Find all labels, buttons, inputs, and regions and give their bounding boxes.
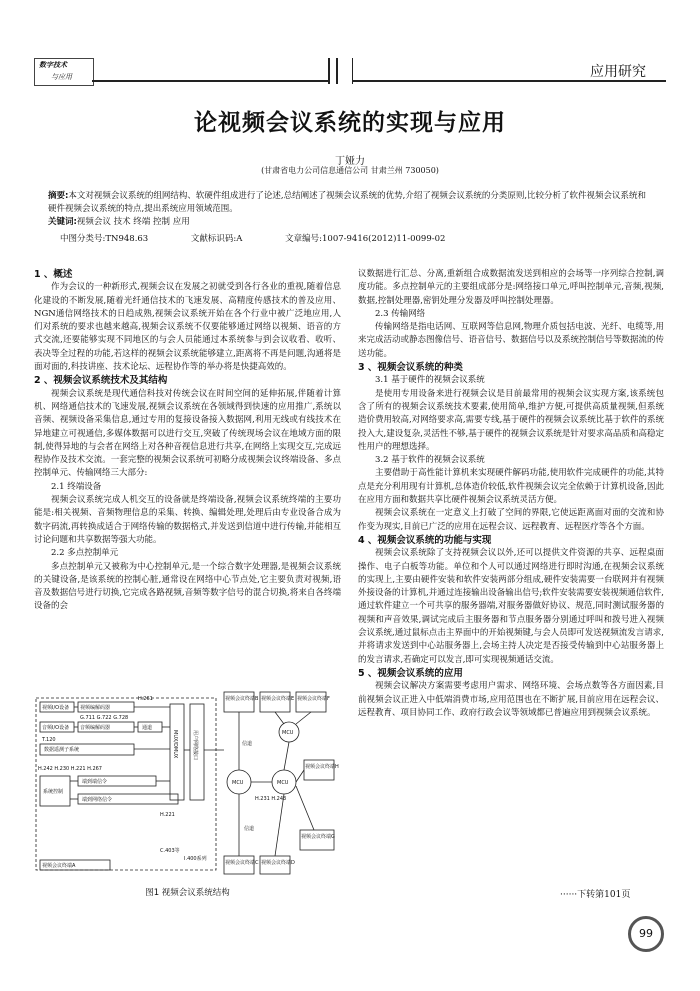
subsection-heading: 3.2 基于软件的视频会议系统	[375, 455, 485, 466]
section-heading: 4 、视频会议系统的功能与实现	[358, 534, 492, 546]
fig-label-terminal-g: 视频会议终端G	[301, 834, 335, 840]
document-code: 文献标识码:A	[190, 234, 243, 244]
section-heading: 2 、视频会议系统技术及其结构	[34, 375, 168, 387]
page-number: 99	[639, 927, 653, 940]
fig-label-t120: T.120	[42, 737, 56, 743]
terminal-outline	[36, 698, 216, 870]
paragraph: 是使用专用设备来进行视频会议是目前最常用的视频会议实现方案,该系统包含了所有的视频会议系统技术要素,使用简单,维护方便,可提供高质量视频,但系统造价费用较高,对网络要求高,需要专线,基于硬件的视频会议系统比基于软件的系统投入大,建设复杂,灵活性不够,基于硬件的视频会议系统是针对要求高品质和高稳定性用户的理想选择。	[358, 388, 664, 452]
journal-name-line1: 数字技术	[39, 60, 67, 69]
fig-label-audio-io: 音频I/O设备	[42, 725, 70, 731]
page-number-badge	[628, 916, 664, 952]
fig-label-end-signal: 端到端信令	[82, 779, 108, 785]
author: 丁娅力	[335, 156, 365, 167]
clc-number: 中图分类号:TN948.63	[60, 234, 149, 244]
abstract	[48, 190, 653, 229]
fig-label-h242: H.242 H.230 H.221 H.267	[38, 766, 102, 772]
affiliation: (甘肃省电力公司信息通信公司 甘肃兰州 730050)	[261, 166, 439, 175]
fig-label-mcu-mid: MCU	[277, 780, 289, 786]
paragraph: 多点控制单元又被称为中心控制单元,是一个综合数字处理器,是视频会议系统的关键设备,是该系统的控制心脏,通常设在网络中心节点处,它主要负责对视频,语音及数据信号进行切换,它完成各路视频,音频等数字信号的混合切换,将来自各终端设备的会	[34, 561, 341, 612]
article-title: 论视频会议系统的实现与应用	[194, 109, 506, 136]
terminal-h-box	[304, 760, 334, 780]
fig-label-h221: H.221	[160, 812, 175, 818]
fig-label-h261: H.261	[138, 696, 153, 702]
fig-label-terminal-c: 视频会议终端C	[225, 860, 259, 866]
subsection-heading: 2.2 多点控制单元	[51, 548, 119, 559]
fig-label-i400: I.400系列	[184, 856, 207, 862]
article-meta	[60, 232, 485, 244]
journal-name-line2: 与应用	[51, 73, 72, 81]
paragraph: 传输网络是指电话网、互联网等信息网,物理介质包括电波、光纤、电缆等,用来完成活动或静态图像信号、语音信号、数据信号以及系统控制信号等数据流的传送功能。	[358, 322, 665, 359]
keywords-label: 关键词:	[48, 217, 77, 227]
paragraph: 视频会议系统完成人机交互的设备就是终端设备,视频会议系统终端的主要功能是:相关视频、音频物理信息的采集、转换、编辑处理,处理后由专业设备合成为数字码流,再转换成适合于网络传输的数据格式,并发送到信道中进行传输,并能相互讨论问题和共享数据等强大功能。	[34, 495, 341, 545]
fig-label-terminal-f: 视频会议终端F	[297, 696, 330, 702]
terminal-g-box	[300, 830, 334, 850]
abstract-text: 本文对视频会议系统的组网结构、软硬件组成进行了论述,总结阐述了视频会议系统的优势,介绍了视频会议系统的分类原则,比较分析了软件视频会议系统和硬件视频会议系统的特点,提出系统应用领域范围。	[48, 191, 647, 214]
abstract-label: 摘要:	[48, 191, 69, 201]
subsection-heading: 2.3 传输网络	[375, 308, 426, 319]
fig-label-user-net: 用户网络接口	[192, 730, 198, 761]
fig-label-channel: 信道	[244, 826, 255, 832]
fig-label-mcu-top: MCU	[282, 730, 294, 736]
fig-label-video-codec: 视频编解码器	[80, 705, 111, 711]
fig-label-net-signal: 端到网络信令	[82, 797, 113, 803]
system-structure-figure	[34, 690, 341, 876]
paragraph: 主要借助于高性能计算机来实现硬件解码功能,使用软件完成硬件的功能,其特点是充分利用现有计算机,总体造价较低,软件视频会议完全依赖于计算机设备,因此在应用方面和数据共享比硬件视频会议系统灵活方便。	[358, 468, 664, 506]
fig-label-audio-codec: 音频编解码器	[80, 725, 111, 731]
subsection-heading: 2.1 终端设备	[51, 481, 102, 492]
terminal-f-box	[296, 692, 326, 712]
fig-label-mux: MUX/DMUX	[172, 730, 178, 759]
right-column	[358, 268, 664, 720]
fig-label-g711: G.711 G.722 G.728	[80, 715, 129, 721]
terminal-e-box	[260, 692, 290, 712]
fig-label-system-control: 系统控制	[43, 789, 64, 795]
paragraph: 视频会议系统在一定意义上打破了空间的界限,它使远距离面对面的交流和协作变为现实,目前已广泛的应用在远程会议、远程教育、远程医疗等各个方面。	[358, 508, 664, 532]
header-rule-left	[92, 80, 328, 82]
keywords-text: 视频会议 技术 终端 控制 应用	[76, 217, 190, 227]
terminal-b-box	[224, 692, 254, 712]
section-heading: 5 、视频会议系统的应用	[358, 667, 463, 679]
paragraph: 议数据进行汇总、分离,重新组合成数据流发送到相应的会场等一序列综合控制,调度功能。多点控制单元的主要组成部分是:网络接口单元,呼叫控制单元,音频,视频,数据,控制处理器,密钥处理分发器及呼叫控制处理器。	[358, 269, 664, 306]
figure-caption: 图1 视频会议系统结构	[145, 888, 230, 898]
fig-label-channel: 信道	[242, 741, 253, 747]
paragraph: 视频会议系统是现代通信科技对传统会议在时间空间的延伸拓展,伴随着计算机、网络通信技术的飞速发展,视频会议系统在各领域得到快速的应用推广,系统以音频、视频设备采集信息,通过专用的复接设备接入数据网,利用无线或有线技术在异地建立可视通信,多媒体数据可以进行交互,突破了传统现场会议在地域方面的限制,使得异地的与会者在网络上对各种音视信息进行共享,在网络上实现交互,完成远程协作及技术交流。一套完整的视频会议系统可初略分成视频会议终端设备、多点控制单元、传输网络三大部分:	[34, 388, 341, 479]
fig-label-terminal-e: 视频会议终端E	[261, 696, 295, 702]
article-number: 文章编号:1007-9416(2012)11-0099-02	[285, 234, 446, 244]
fig-label-delay: 通道	[142, 725, 153, 731]
section-heading: 3 、视频会议系统的种类	[358, 362, 463, 374]
header-divider	[336, 58, 338, 84]
paragraph: 视频会议系统除了支持视频会议以外,还可以提供文件资源的共享、远程桌面操作、电子白板等功能。单位和个人可以通过网络进行即时沟通,在视频会议系统的实现上,主要由硬件安装和软件安装两部分组成,硬件安装需要一台联网并有视频外接设备的计算机,并通过连接输出设备输出信号;软件安装需要安装视频通信软件,通过软件建立一个可共享的服务器端,对服务器做好协议、规范,同时测试服务器的视频和声音效果,调试完成后主服务器和节点服务器分别通过呼叫和拨号进入视频会议系统,通过鼠标点击主界面中的开始视频键,与会人员即可发送视频流发言请求,并将请求发送到中心站服务器上,会场主持人决定是否接受传输到中心站服务器上的发言请求,若确定可以发言,即可实现视频通话交流。	[358, 548, 664, 665]
section-heading: 1 、概述	[34, 269, 73, 280]
fig-label-terminal-d: 视频会议终端D	[261, 860, 295, 866]
paragraph: 作为会议的一种新形式,视频会议在发展之初就受到各行各业的重视,随着信息化建设的不断发展,随着光纤通信技术的飞速发展、高精度传感技术的普及应用、NGN通信网络技术的日趋成熟,视频会议系统开始在各个行业中被广泛地应用,人们对系统的要求也越来越高,视频会议系统不仅要能够通过网络以视频、语音的方式交流,还要能够实现不同地区的与会人员能通过本系统参与到会议收看、收听、表决等全过程的功能,若这样的视频会议系统能够建立,距离将不再是问题,沟通将是面对面的,科技讲座、技术论坛、远程协作等的举办将是快捷高效的。	[34, 282, 341, 373]
fig-label-h231: H.231 H.243	[255, 796, 287, 802]
continued-note: ······下转第101页	[560, 890, 631, 900]
left-column	[34, 268, 341, 614]
fig-label-telematics: 数据遥测子系统	[44, 747, 80, 753]
fig-label-terminal-h: 视频会议终端H	[305, 764, 339, 770]
fig-label-video-io: 视频I/O设备	[42, 705, 70, 711]
fig-label-terminal-b: 视频会议终端B	[225, 696, 259, 702]
journal-logo	[34, 58, 94, 86]
paragraph: 视频会议解决方案需要考虑用户需求、网络环境、会场点数等各方面因素,目前视频会议正进入中低端消费市场,应用范围也在不断扩展,目前应用在远程会议、远程教育、项目协同工作、政府行政会议等领域都已普遍应用到视频会议系统。	[358, 681, 664, 718]
fig-label-c403: C.403等	[160, 848, 180, 854]
subsection-heading: 3.1 基于硬件的视频会议系统	[375, 375, 485, 386]
fig-label-terminal-a: 视频会议终端A	[42, 863, 76, 869]
section-name: 应用研究	[590, 64, 646, 80]
fig-label-mcu-left: MCU	[232, 780, 244, 786]
header-divider	[328, 58, 330, 84]
